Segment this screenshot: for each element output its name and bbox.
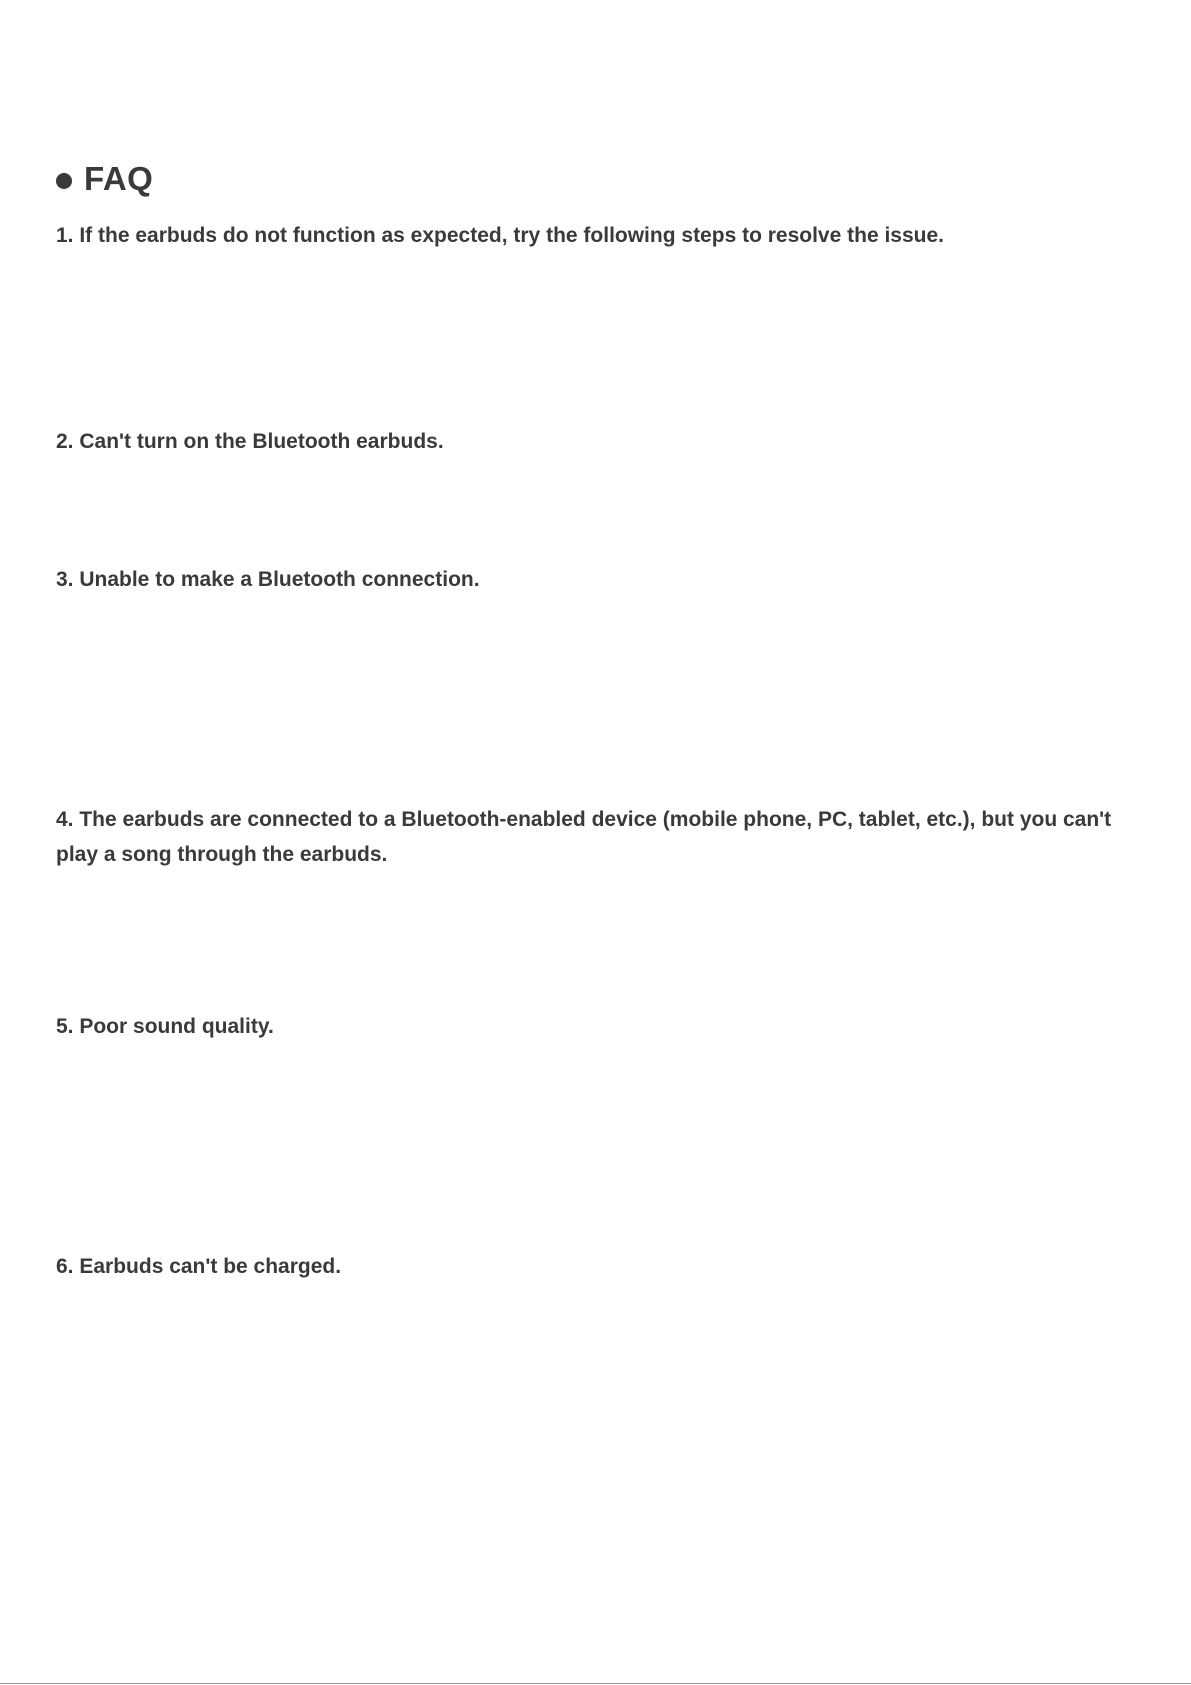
faq-question-3: 3. Unable to make a Bluetooth connection.	[56, 568, 480, 591]
faq-question-2: 2. Can't turn on the Bluetooth earbuds.	[56, 430, 444, 453]
page-bottom-divider	[0, 1683, 1191, 1684]
faq-title: FAQ	[84, 160, 154, 197]
bullet-icon	[56, 173, 72, 189]
faq-question-5: 5. Poor sound quality.	[56, 1015, 274, 1038]
faq-question-6: 6. Earbuds can't be charged.	[56, 1255, 342, 1278]
faq-question-1: 1. If the earbuds do not function as expected, try the following steps to resolve the issue.	[56, 224, 944, 247]
faq-heading	[56, 160, 153, 198]
faq-question-4: 4. The earbuds are connected to a Bluetooth-enabled device (mobile phone, PC, tablet, etc.), but you can't play a song through the earbuds.	[56, 808, 1112, 866]
